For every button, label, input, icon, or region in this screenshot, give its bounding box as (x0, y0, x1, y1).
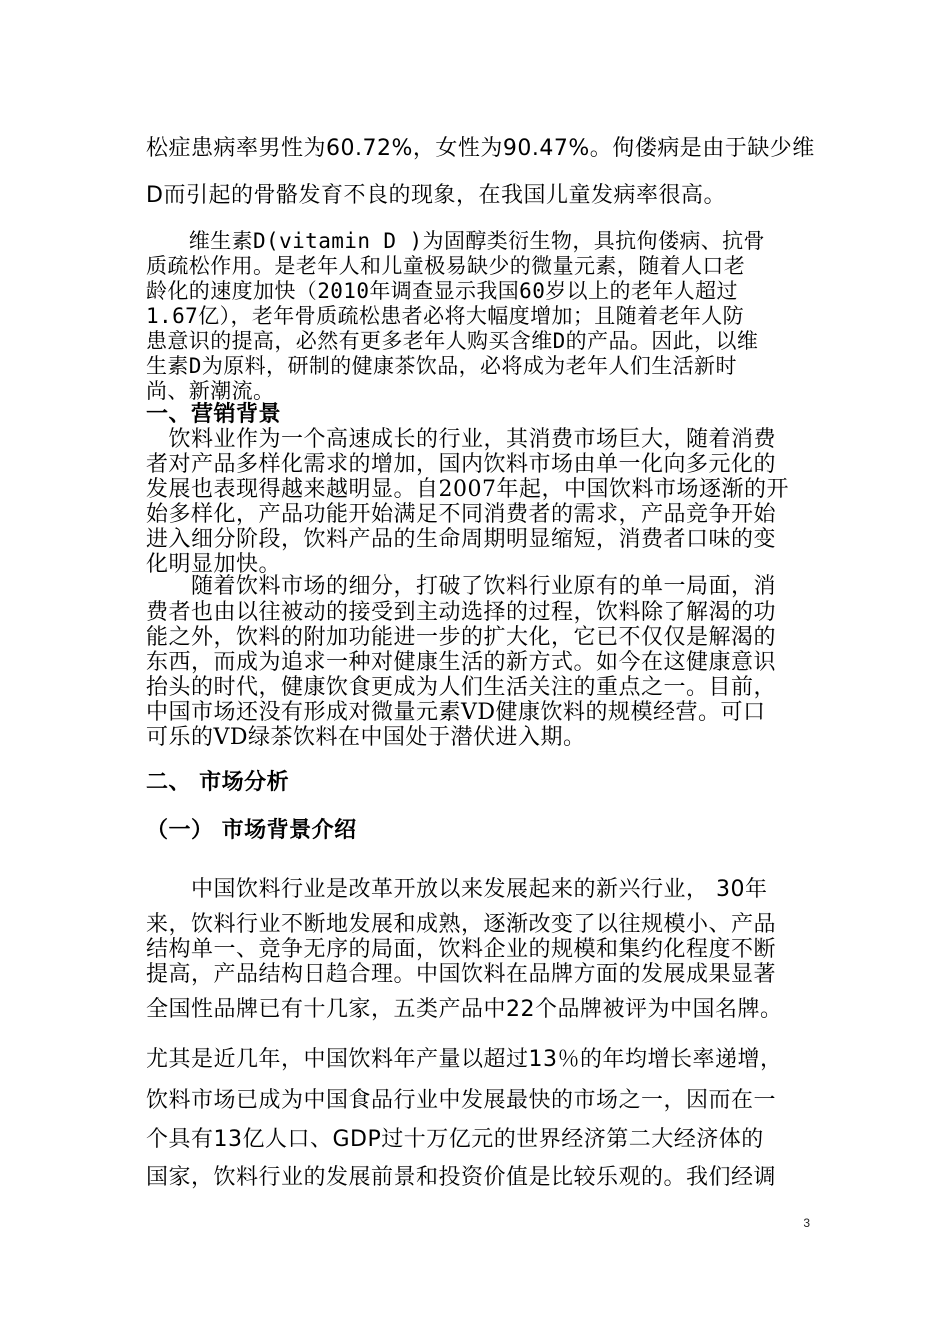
text-line: 提高，产品结构日趋合理。中国饮料在品牌方面的发展成果显著 (146, 962, 777, 987)
page-number: 3 (803, 1216, 810, 1230)
text-line: 饮料市场已成为中国食品行业中发展最快的市场之一，因而在一 (146, 1088, 777, 1113)
text-line: 尤其是近几年，中国饮料年产量以超过13％的年均增长率递增， (146, 1047, 783, 1072)
text-line: 结构单一、竞争无序的局面，饮料企业的规模和集约化程度不断 (146, 937, 777, 962)
text-line: 能之外，饮料的附加功能进一步的扩大化，它已不仅仅是解渴的 (146, 625, 777, 650)
text-line: 尚、新潮流。 (146, 379, 275, 403)
text-line: 生素D为原料，研制的健康茶饮品，必将成为老年人们生活新时 (146, 354, 737, 378)
text-line: 松症患病率男性为60.72%，女性为90.47%。佝偻病是由于缺少维 (146, 136, 815, 161)
text-line: 质疏松作用。是老年人和儿童极易缺少的微量元素，随着人口老 (146, 254, 746, 278)
text-line: 进入细分阶段，饮料产品的生命周期明显缩短，消费者口味的变 (146, 527, 777, 552)
text-line: 始多样化，产品功能开始满足不同消费者的需求，产品竞争开始 (146, 502, 777, 527)
text-line: 全国性品牌已有十几家，五类产品中22个品牌被评为中国名牌。 (146, 997, 783, 1022)
text-line: 中国市场还没有形成对微量元素VD健康饮料的规模经营。可口 (146, 700, 766, 725)
text-line: 费者也由以往被动的接受到主动选择的过程，饮料除了解渴的功 (146, 600, 777, 625)
text-line: 可乐的VD绿茶饮料在中国处于潜伏进入期。 (146, 725, 586, 750)
text-line: 龄化的速度加快（2010年调查显示我国60岁以上的老年人超过 (146, 279, 738, 303)
text-line: 来，饮料行业不断地发展和成熟，逐渐改变了以往规模小、产品 (146, 912, 777, 937)
text-line: 维生素D(vitamin D )为固醇类衍生物，具抗佝偻病、抗骨 (146, 229, 765, 253)
text-line: 1.67亿），老年骨质疏松患者必将大幅度增加；且随着老年人防 (146, 304, 745, 328)
text-line: 化明显加快。 (146, 552, 282, 577)
subsection-heading: （一） 市场背景介绍 (146, 818, 357, 843)
text-line: 患意识的提高，必然有更多老年人购买含维D的产品。因此，以维 (146, 329, 759, 353)
text-line: 中国饮料行业是改革开放以来发展起来的新兴行业， 30年 (146, 877, 768, 902)
text-line: 个具有13亿人口、GDP过十万亿元的世界经济第二大经济体的 (146, 1127, 764, 1152)
text-line: 国家，饮料行业的发展前景和投资价值是比较乐观的。我们经调 (146, 1165, 777, 1190)
text-line: 抬头的时代，健康饮食更成为人们生活关注的重点之一。目前， (146, 675, 777, 700)
section-heading: 一、营销背景 (146, 402, 282, 427)
text-line: 者对产品多样化需求的增加，国内饮料市场由单一化向多元化的 (146, 452, 777, 477)
text-line: 饮料业作为一个高速成长的行业，其消费市场巨大，随着消费 (146, 427, 777, 452)
text-line: 东西，而成为追求一种对健康生活的新方式。如今在这健康意识 (146, 650, 777, 675)
text-line: 随着饮料市场的细分，打破了饮料行业原有的单一局面，消 (146, 574, 777, 599)
text-line: 发展也表现得越来越明显。自2007年起，中国饮料市场逐渐的开 (146, 477, 789, 502)
section-heading: 二、 市场分析 (146, 770, 290, 795)
text-line: D而引起的骨骼发育不良的现象，在我国儿童发病率很高。 (146, 183, 726, 208)
